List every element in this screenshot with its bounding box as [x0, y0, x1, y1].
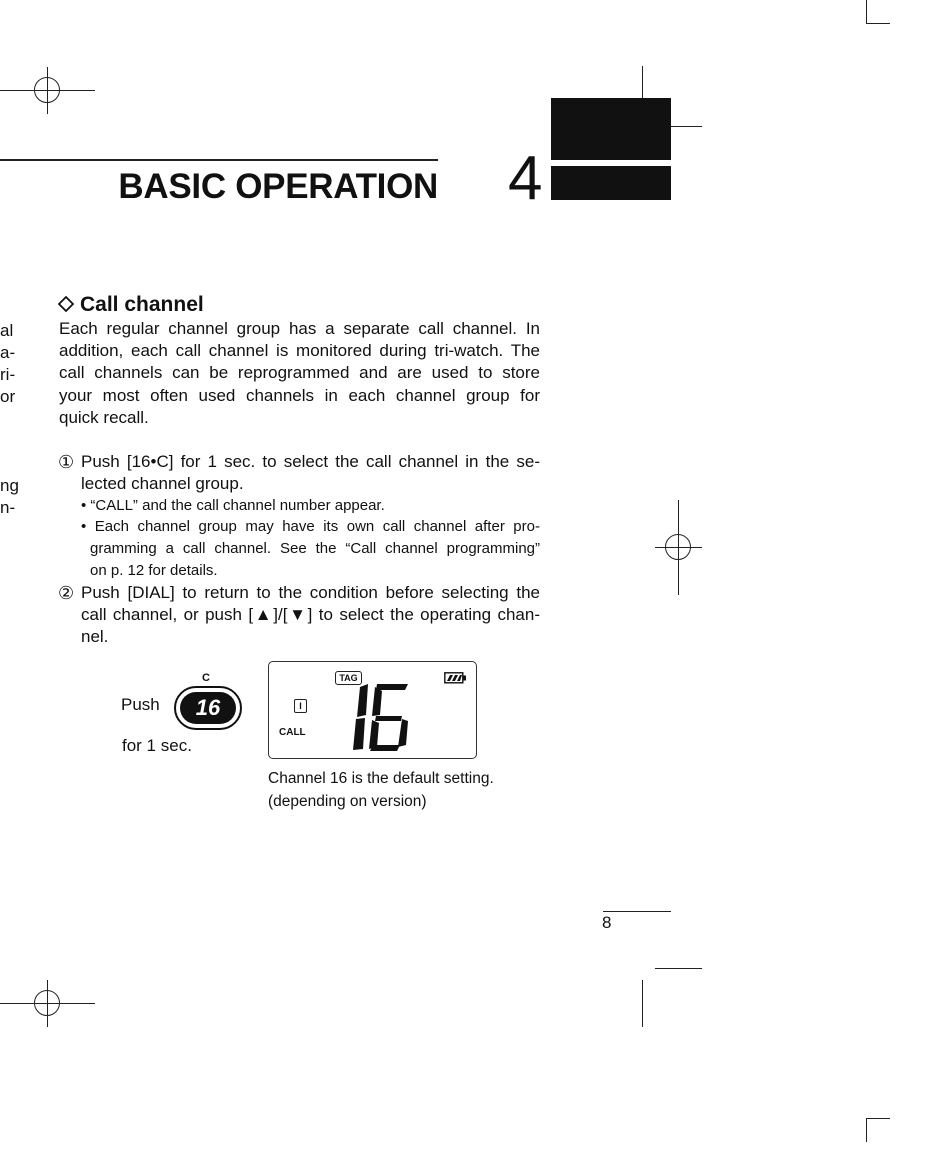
trim-mark-top	[642, 66, 643, 98]
chapter-tab-block-upper	[551, 98, 671, 160]
channel-16-key: 16	[180, 692, 236, 724]
lcd-caption	[268, 767, 494, 813]
diamond-outline-icon	[58, 292, 74, 318]
step-line: lected channel group.	[81, 474, 244, 494]
step-line: Push [16•C] for 1 sec. to select the call channel in the se-	[81, 452, 540, 471]
step-line: call channel, or push [▲]/[▼] to select the operating chan-	[81, 605, 540, 625]
lcd-tag-indicator: TAG	[335, 671, 362, 685]
margin-fragment: ri-	[0, 365, 16, 384]
intro-paragraph	[59, 318, 540, 429]
margin-fragment: a-	[0, 343, 16, 362]
section-heading	[58, 292, 204, 318]
step-line: nel.	[81, 627, 109, 647]
key-top-label: C	[202, 672, 210, 684]
intro-line: Each regular channel group has a separate call channel. In	[59, 319, 540, 338]
step-2-text	[81, 582, 540, 649]
caption-line: (depending on version)	[268, 793, 427, 810]
lcd-channel-digits	[346, 681, 416, 753]
registration-mark-right-circle	[665, 534, 691, 560]
bullet-line: • Each channel group may have its own call channel after pro-	[81, 518, 540, 535]
registration-mark-bottom-left-circle	[34, 990, 60, 1016]
chapter-tab-block-lower	[551, 166, 671, 200]
push-label: Push	[121, 695, 160, 714]
hold-duration-label: for 1 sec.	[122, 736, 192, 755]
step-line: Push [DIAL] to return to the condition before selecting the	[81, 583, 540, 602]
margin-fragment: al	[0, 321, 14, 340]
margin-fragment: or	[0, 387, 16, 406]
trim-mark-bottom-v	[642, 980, 643, 1027]
intro-line: your most often used channels in each channel group for	[59, 385, 540, 405]
trim-mark-bottom-h	[655, 968, 702, 969]
page-number: 8	[602, 913, 612, 932]
lcd-call-indicator: CALL	[279, 727, 306, 738]
chapter-number: 4	[508, 144, 543, 213]
bullet-line: gramming a call channel. See the “Call channel programming”	[90, 540, 540, 557]
intro-line: quick recall.	[59, 407, 149, 427]
header-rule	[0, 159, 438, 161]
bullet-line: • “CALL” and the call channel number appear.	[81, 497, 385, 514]
bullet-line: on p. 12 for details.	[90, 562, 218, 579]
intro-line: addition, each call channel is monitored during tri-watch. The	[59, 341, 540, 361]
crop-mark-top-right	[866, 0, 867, 23]
battery-icon	[444, 671, 468, 689]
caption-line: Channel 16 is the default setting.	[268, 770, 494, 787]
registration-mark-top-left-circle	[34, 77, 60, 103]
page-number-rule	[603, 911, 671, 912]
margin-fragment: n-	[0, 498, 16, 517]
section-heading-text: Call channel	[80, 293, 204, 316]
step-1-marker: ①	[58, 452, 75, 472]
chapter-title: BASIC OPERATION	[118, 167, 438, 206]
margin-fragment: ng	[0, 476, 19, 495]
step-1-bullet-2	[81, 516, 540, 582]
crop-mark-bottom-right-h	[866, 1118, 890, 1119]
crop-mark-top-right-h	[866, 23, 890, 24]
step-1-text	[81, 451, 540, 495]
lcd-tx-indicator: I	[294, 699, 307, 713]
crop-mark-bottom-right	[866, 1118, 867, 1142]
step-2-marker: ②	[58, 583, 75, 603]
intro-line: call channels can be reprogrammed and are used to store	[59, 363, 540, 383]
step-1-bullet-1	[81, 495, 540, 517]
